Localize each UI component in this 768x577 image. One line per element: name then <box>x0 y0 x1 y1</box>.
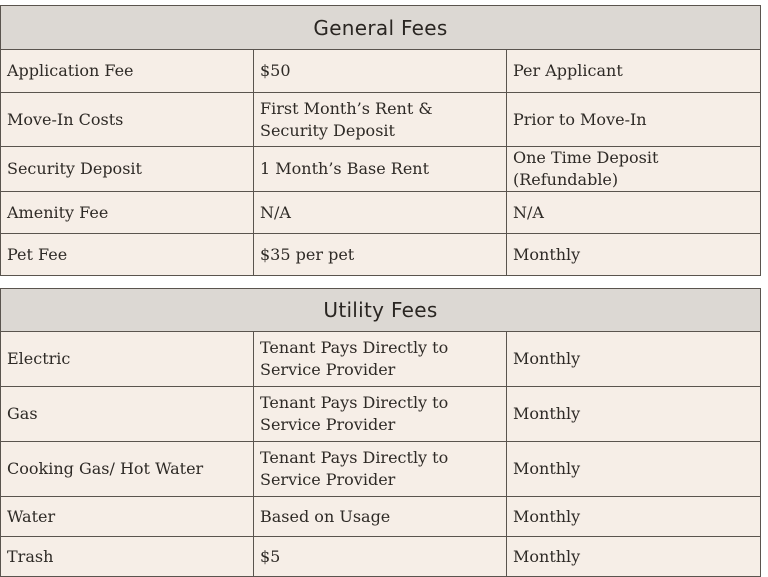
table-row <box>1 497 761 537</box>
table-row <box>1 442 761 497</box>
fee-name-cell: Electric <box>1 332 254 387</box>
utility-fees-title: Utility Fees <box>1 289 761 332</box>
fee-frequency-cell: Monthly <box>507 537 761 577</box>
fee-amount-cell: First Month’s Rent & Security Deposit <box>254 93 507 147</box>
fee-name-cell: Water <box>1 497 254 537</box>
general-fees-table <box>0 5 761 276</box>
fee-amount-cell: Tenant Pays Directly to Service Provider <box>254 332 507 387</box>
table-row <box>1 537 761 577</box>
fee-frequency-cell: One Time Deposit (Refundable) <box>507 147 761 192</box>
fee-frequency-cell: Per Applicant <box>507 50 761 93</box>
table-row <box>1 387 761 442</box>
fee-name-cell: Gas <box>1 387 254 442</box>
fee-name-cell: Pet Fee <box>1 234 254 276</box>
fee-amount-cell: Tenant Pays Directly to Service Provider <box>254 387 507 442</box>
fee-frequency-cell: Prior to Move-In <box>507 93 761 147</box>
fee-frequency-cell: Monthly <box>507 442 761 497</box>
fee-name-cell: Application Fee <box>1 50 254 93</box>
general-fees-title: General Fees <box>1 6 761 50</box>
fee-name-cell: Trash <box>1 537 254 577</box>
fee-frequency-cell: Monthly <box>507 497 761 537</box>
table-row <box>1 93 761 147</box>
fee-name-cell: Move-In Costs <box>1 93 254 147</box>
fee-amount-cell: Based on Usage <box>254 497 507 537</box>
fee-amount-cell: N/A <box>254 192 507 234</box>
fee-amount-cell: $35 per pet <box>254 234 507 276</box>
utility-fees-table <box>0 288 761 577</box>
fee-frequency-cell: Monthly <box>507 387 761 442</box>
fee-name-cell: Amenity Fee <box>1 192 254 234</box>
fee-amount-cell: Tenant Pays Directly to Service Provider <box>254 442 507 497</box>
fee-frequency-cell: Monthly <box>507 332 761 387</box>
table-row <box>1 234 761 276</box>
table-header-row <box>1 289 761 332</box>
fee-frequency-cell: Monthly <box>507 234 761 276</box>
fee-frequency-cell: N/A <box>507 192 761 234</box>
table-row <box>1 147 761 192</box>
fee-name-cell: Security Deposit <box>1 147 254 192</box>
table-row <box>1 192 761 234</box>
table-row <box>1 50 761 93</box>
table-row <box>1 332 761 387</box>
fee-amount-cell: $5 <box>254 537 507 577</box>
table-header-row <box>1 6 761 50</box>
fee-name-cell: Cooking Gas/ Hot Water <box>1 442 254 497</box>
fee-amount-cell: 1 Month’s Base Rent <box>254 147 507 192</box>
fee-amount-cell: $50 <box>254 50 507 93</box>
